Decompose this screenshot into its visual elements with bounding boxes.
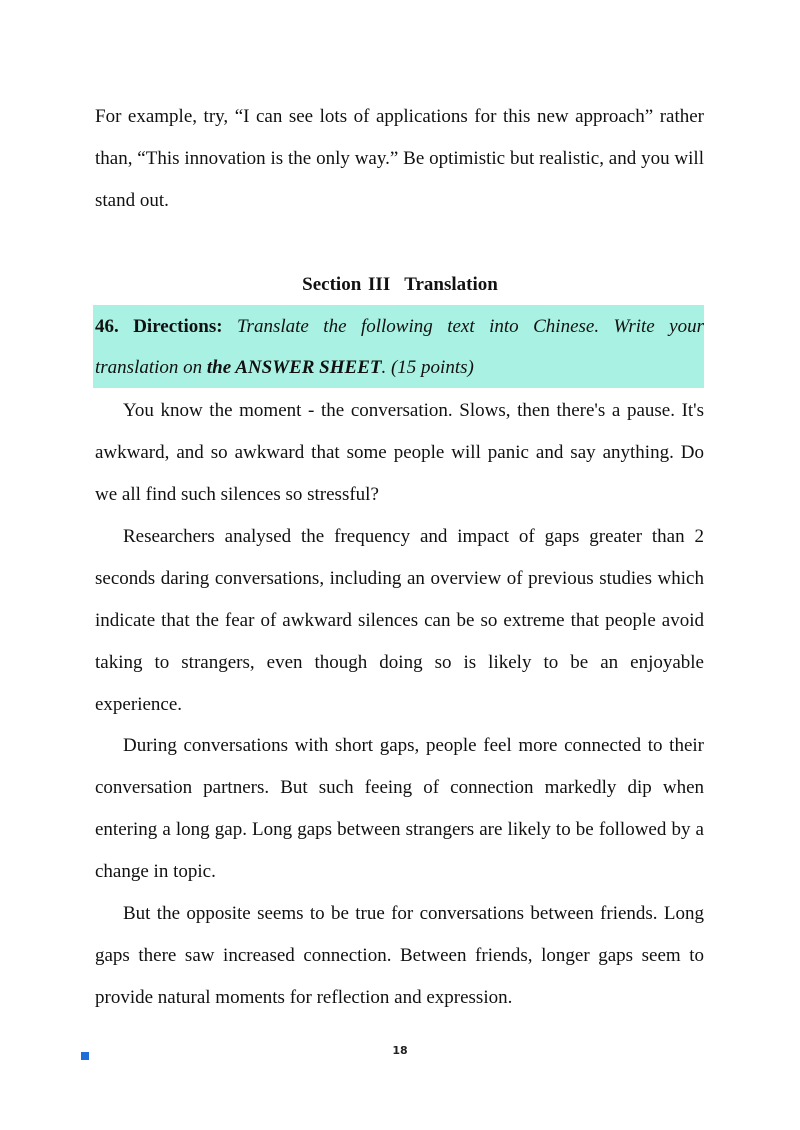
directions-points: . (15 points) <box>381 357 474 378</box>
page-number: 18 <box>392 1044 408 1057</box>
passage-paragraph: During conversations with short gaps, people feel more connected to their conversation partners. But such feeing of connection markedly dip when entering a long gap. Long gaps between strangers are likely to be followed by a change in topic. <box>95 735 704 882</box>
directions-block <box>95 306 704 388</box>
directions-label: 46. Directions: <box>95 316 223 337</box>
answer-sheet-emphasis: the ANSWER SHEET <box>206 357 382 378</box>
section-heading <box>0 265 800 305</box>
passage-paragraph: Researchers analysed the frequency and impact of gaps greater than 2 seconds daring conversations, including an overview of previous studies which indicate that the fear of awkward silences can be so extreme that people avoid taking to strangers, even though doing so is likely to be an enjoyable experience. <box>95 526 704 715</box>
directions-text: Translate the following text into Chinese. Write your translation on <box>95 316 704 378</box>
section-title: Translation <box>404 274 498 295</box>
intro-paragraph: For example, try, “I can see lots of applications for this new approach” rather than, “This innovation is the only way.” Be optimistic but realistic, and you will stand out. <box>95 106 704 211</box>
passage-paragraph: But the opposite seems to be true for conversations between friends. Long gaps there saw increased connection. Between friends, longer gaps seem to provide natural moments for reflection and expression. <box>95 903 704 1008</box>
section-number: Section III <box>302 274 391 295</box>
passage-paragraph: You know the moment - the conversation. Slows, then there's a pause. It's awkward, and so awkward that some people will panic and say anything. Do we all find such silences so stressful? <box>95 400 704 505</box>
